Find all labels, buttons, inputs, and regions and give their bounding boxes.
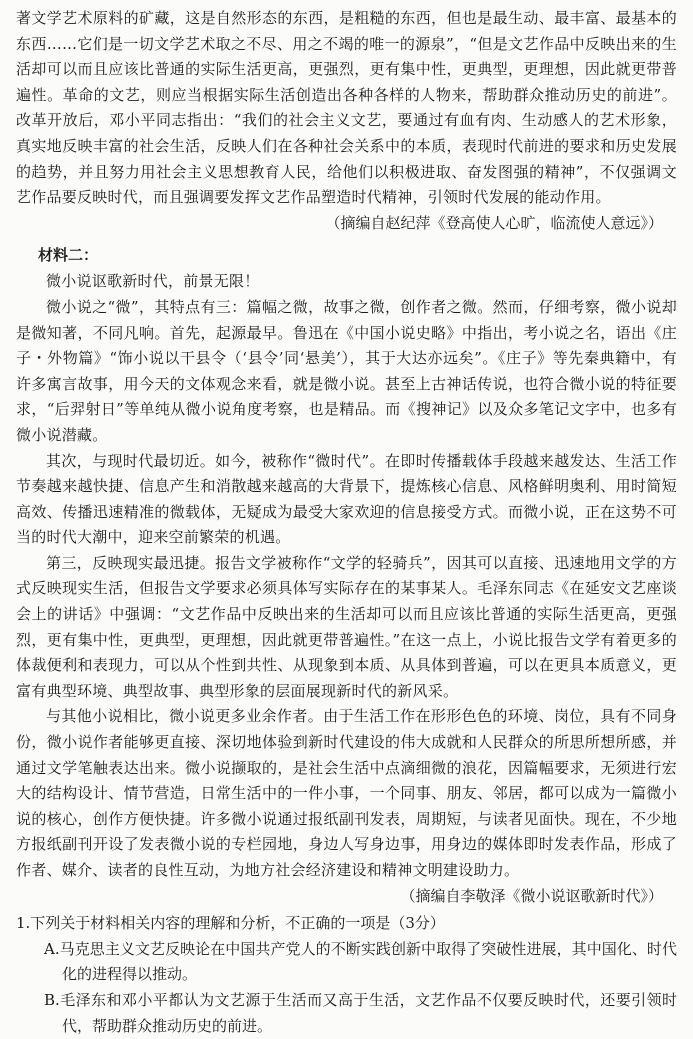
material2-paragraph-4: 第三，反映现实最迅捷。报告文学被称作“文学的轻骑兵”，因其可以直接、迅速地用文学的方式反映现实生活，但报告文学要求必须具体写实际存在的某事某人。毛泽东同志《在延安文艺座谈会上的讲话》中强调：“文艺作品中反映出来的生活却可以而且应该比普通的实际生活更高，更强烈，更有集中性，更典型，更理想，因此就更带普遍性。”在这一点上，小说比报告文学有着更多的体裁便利和表现力，可以从个性到共性、从现象到本质、从具体到普遍，可以在更具本质意义，更富有典型环境、典型故事、典型形象的层面展现新时代的新风采。: [16, 553, 677, 700]
material1-paragraph: 著文学艺术原料的矿藏，这是自然形态的东西，是粗糙的东西，但也是最生动、最丰富、最基本的东西……它们是一切文学艺术取之不尽、用之不竭的唯一的源泉”，“但是文艺作品中反映出来的生活却可以而且应该比普通的实际生活更高，更强烈，更有集中性，更典型，更理想，因此就更带普遍性。革命的文艺，则应当根据实际生活创造出各种各样的人物来，帮助群众推动历史的前进”。改革开放后，邓小平同志指出：“我们的社会主义文艺，要通过有血有肉、生动感人的艺术形象，真实地反映丰富的社会生活，反映人们在各种社会关系中的本质，表现时代前进的要求和历史发展的趋势，并且努力用社会主义思想教育人民，给他们以积极进取、奋发图强的精神”，不仅强调文艺作品要反映时代，而且强调要发挥文艺作品塑造时代精神，引领时代发展的能动作用。: [16, 9, 677, 207]
material2-source: （摘编自李敬泽《微小说讴歌新时代》）: [400, 886, 663, 905]
material2-paragraph-3: 其次，与现时代最切近。如今，被称作“微时代”。在即时传播载体手段越来越发达、生活工作节奏越来越快捷、信息产生和消散越来越高的大背景下，提炼核心信息、风格鲜明奥利、用时简短高效、传播迅速精准的微载体，无疑成为最受大家欢迎的信息接受方式。而微小说，正在这势不可当的时代大潮中，迎来空前繁荣的机遇。: [16, 451, 677, 547]
material2-paragraph-1: 微小说讴歌新时代，前景无限！: [46, 272, 260, 291]
option-a: A.马克思主义文艺反映论在中国共产党人的不断实践创新中取得了突破性进展，其中国化、时代化的进程得以推动。: [44, 939, 677, 984]
material2-heading: 材料二：: [38, 246, 99, 265]
material1-source: （摘编自赵纪萍《登高使人心旷，临流使人意远》）: [325, 213, 663, 232]
material2-paragraph-5: 与其他小说相比，微小说更多业余作者。由于生活工作在形形色色的环境、岗位，具有不同身份，微小说作者能够更直接、深切地体验到新时代建设的伟大成就和人民群众的所思所想所感，并通过文学笔触表达出来。微小说撷取的，是社会生活中点滴细微的浪花，因篇幅要求，无须进行宏大的结构设计、情节营造，日常生活中的一件小事，一个同事、朋友、邻居，都可以成为一篇微小说的核心，创作方便快捷。许多微小说通过报纸副刊发表，周期短，与读者见面快。现在，不少地方报纸副刊开设了发表微小说的专栏园地，身边人写身边事，用身边的媒体即时发表作品，形成了作者、媒介、读者的良性互动，为地方社会经济建设和精神文明建设助力。: [16, 707, 677, 879]
question-stem: 1.下列关于材料相关内容的理解和分析，不正确的一项是（3分）: [16, 914, 445, 933]
option-b: B.毛泽东和邓小平都认为文艺源于生活而又高于生活，文艺作品不仅要反映时代，还要引领时代，帮助群众推动历史的前进。: [44, 990, 677, 1035]
material2-paragraph-2: 微小说之“微”，其特点有三：篇幅之微，故事之微，创作者之微。然而，仔细考察，微小说却是微知著，不同凡响。首先，起源最早。鲁迅在《中国小说史略》中指出，考小说之名，语出《庄子・外物篇》“饰小说以干县令（‘县令’同‘悬美’），其于大达亦远矣”。《庄子》等先秦典籍中，有许多寓言故事，用今天的文体观念来看，就是微小说。甚至上古神话传说，也符合微小说的特征要求，“后羿射日”等单纯从微小说角度考察，也是精品。而《搜神记》以及众多笔记文字中，也多有微小说潜藏。: [16, 297, 677, 444]
